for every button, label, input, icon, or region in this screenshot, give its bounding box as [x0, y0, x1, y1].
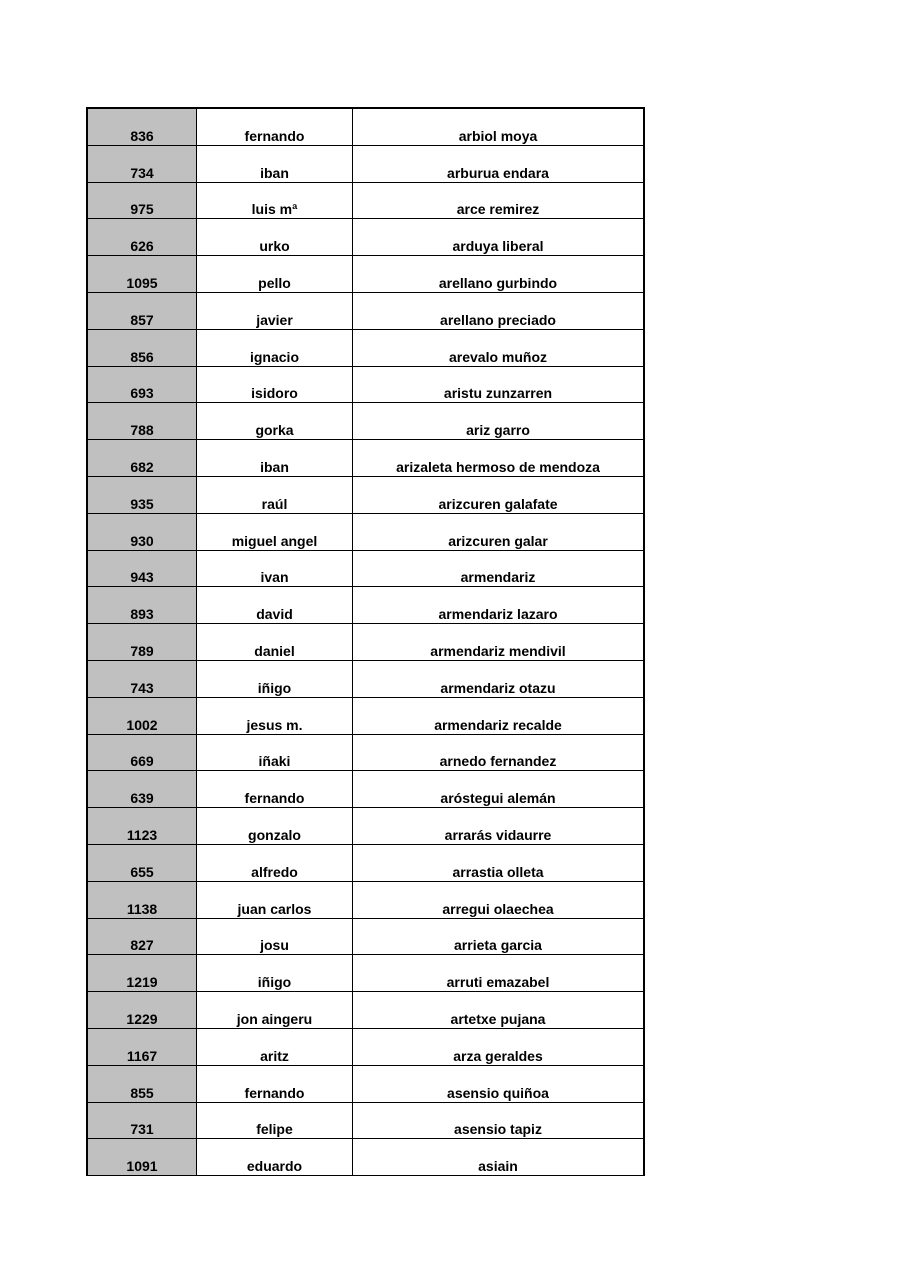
first-name-cell: jesus m.	[197, 697, 353, 734]
member-number-cell: 1219	[87, 955, 197, 992]
member-number-cell: 639	[87, 771, 197, 808]
surname-cell: arellano gurbindo	[353, 256, 645, 293]
surname-cell: arevalo muñoz	[353, 329, 645, 366]
surname-cell: aróstegui alemán	[353, 771, 645, 808]
first-name-cell: jon aingeru	[197, 992, 353, 1029]
member-number-cell: 669	[87, 734, 197, 771]
table-row	[87, 660, 644, 697]
surname-cell: asensio quiñoa	[353, 1065, 645, 1102]
surname-cell: arregui olaechea	[353, 881, 645, 918]
first-name-cell: javier	[197, 292, 353, 329]
member-number-cell: 788	[87, 403, 197, 440]
member-number-cell: 693	[87, 366, 197, 403]
member-number-cell: 893	[87, 587, 197, 624]
table-row	[87, 256, 644, 293]
surname-cell: arduya liberal	[353, 219, 645, 256]
member-number-cell: 943	[87, 550, 197, 587]
table-row	[87, 403, 644, 440]
first-name-cell: iñigo	[197, 955, 353, 992]
member-number-cell: 856	[87, 329, 197, 366]
table-row	[87, 292, 644, 329]
member-number-cell: 731	[87, 1102, 197, 1139]
member-number-cell: 827	[87, 918, 197, 955]
surname-cell: arellano preciado	[353, 292, 645, 329]
table-row	[87, 145, 644, 182]
surname-cell: aristu zunzarren	[353, 366, 645, 403]
first-name-cell: juan carlos	[197, 881, 353, 918]
first-name-cell: aritz	[197, 1028, 353, 1065]
members-table	[86, 107, 645, 1176]
first-name-cell: eduardo	[197, 1139, 353, 1176]
first-name-cell: iban	[197, 145, 353, 182]
member-number-cell: 1002	[87, 697, 197, 734]
first-name-cell: gonzalo	[197, 808, 353, 845]
surname-cell: arbiol moya	[353, 108, 645, 145]
first-name-cell: fernando	[197, 108, 353, 145]
first-name-cell: alfredo	[197, 844, 353, 881]
table-row	[87, 808, 644, 845]
surname-cell: arrarás vidaurre	[353, 808, 645, 845]
surname-cell: arce remirez	[353, 182, 645, 219]
table-row	[87, 1028, 644, 1065]
table-row	[87, 697, 644, 734]
table-row	[87, 366, 644, 403]
first-name-cell: miguel angel	[197, 513, 353, 550]
first-name-cell: pello	[197, 256, 353, 293]
table-row	[87, 992, 644, 1029]
member-number-cell: 930	[87, 513, 197, 550]
first-name-cell: iñigo	[197, 660, 353, 697]
table-row	[87, 734, 644, 771]
member-number-cell: 857	[87, 292, 197, 329]
member-number-cell: 836	[87, 108, 197, 145]
first-name-cell: isidoro	[197, 366, 353, 403]
table-row	[87, 624, 644, 661]
first-name-cell: fernando	[197, 771, 353, 808]
table-row	[87, 1102, 644, 1139]
first-name-cell: david	[197, 587, 353, 624]
member-number-cell: 655	[87, 844, 197, 881]
surname-cell: arrieta garcia	[353, 918, 645, 955]
table-row	[87, 844, 644, 881]
surname-cell: arza geraldes	[353, 1028, 645, 1065]
table-body	[87, 108, 644, 1176]
first-name-cell: gorka	[197, 403, 353, 440]
table-row	[87, 1139, 644, 1176]
table-row	[87, 329, 644, 366]
surname-cell: arnedo fernandez	[353, 734, 645, 771]
surname-cell: asensio tapiz	[353, 1102, 645, 1139]
member-number-cell: 1095	[87, 256, 197, 293]
table-row	[87, 550, 644, 587]
surname-cell: arburua endara	[353, 145, 645, 182]
member-number-cell: 1167	[87, 1028, 197, 1065]
surname-cell: armendariz	[353, 550, 645, 587]
table-row	[87, 587, 644, 624]
surname-cell: armendariz otazu	[353, 660, 645, 697]
member-number-cell: 1229	[87, 992, 197, 1029]
table-row	[87, 881, 644, 918]
surname-cell: artetxe pujana	[353, 992, 645, 1029]
table-row	[87, 513, 644, 550]
member-number-cell: 935	[87, 476, 197, 513]
member-number-cell: 1138	[87, 881, 197, 918]
surname-cell: arruti emazabel	[353, 955, 645, 992]
surname-cell: armendariz lazaro	[353, 587, 645, 624]
table-row	[87, 955, 644, 992]
surname-cell: arizcuren galar	[353, 513, 645, 550]
member-number-cell: 855	[87, 1065, 197, 1102]
surname-cell: arrastia olleta	[353, 844, 645, 881]
member-number-cell: 1123	[87, 808, 197, 845]
first-name-cell: iñaki	[197, 734, 353, 771]
first-name-cell: luis mª	[197, 182, 353, 219]
member-number-cell: 626	[87, 219, 197, 256]
first-name-cell: fernando	[197, 1065, 353, 1102]
member-number-cell: 682	[87, 440, 197, 477]
first-name-cell: urko	[197, 219, 353, 256]
member-number-cell: 789	[87, 624, 197, 661]
member-number-cell: 975	[87, 182, 197, 219]
surname-cell: armendariz mendivil	[353, 624, 645, 661]
table-row	[87, 182, 644, 219]
first-name-cell: iban	[197, 440, 353, 477]
first-name-cell: ignacio	[197, 329, 353, 366]
surname-cell: arizcuren galafate	[353, 476, 645, 513]
surname-cell: asiain	[353, 1139, 645, 1176]
member-number-cell: 1091	[87, 1139, 197, 1176]
first-name-cell: raúl	[197, 476, 353, 513]
member-number-cell: 743	[87, 660, 197, 697]
surname-cell: armendariz recalde	[353, 697, 645, 734]
table-row	[87, 476, 644, 513]
surname-cell: arizaleta hermoso de mendoza	[353, 440, 645, 477]
first-name-cell: ivan	[197, 550, 353, 587]
member-number-cell: 734	[87, 145, 197, 182]
table-row	[87, 1065, 644, 1102]
first-name-cell: felipe	[197, 1102, 353, 1139]
table-row	[87, 219, 644, 256]
table-row	[87, 108, 644, 145]
table-row	[87, 440, 644, 477]
table-row	[87, 771, 644, 808]
surname-cell: ariz garro	[353, 403, 645, 440]
first-name-cell: josu	[197, 918, 353, 955]
table-row	[87, 918, 644, 955]
first-name-cell: daniel	[197, 624, 353, 661]
